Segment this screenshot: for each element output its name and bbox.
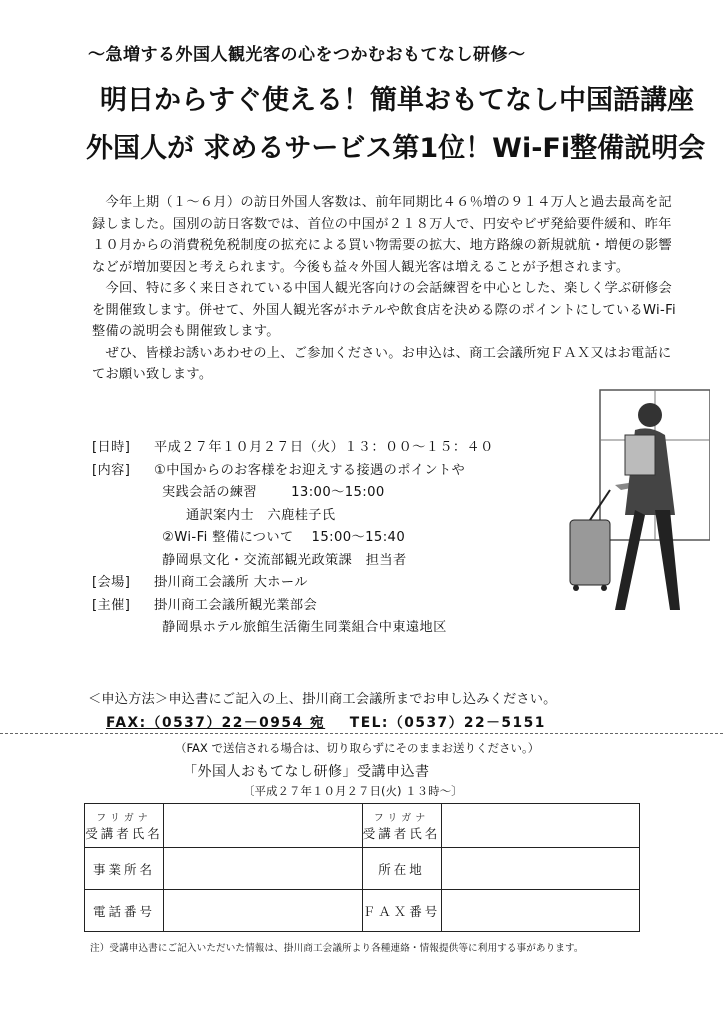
content-item-1-line-1: ①中国からのお客様をお迎えする接遇のポイントや [154,462,466,478]
content-item-2-speaker: 静岡県文化・交流部観光政策課 担当者 [162,552,407,568]
kana-label-1: フリガナ [96,813,152,824]
title-line-2: 外国人が 求めるサービス第1位！Wi-Fi整備説明会 [86,133,706,164]
venue-value: 掛川商工会議所 大ホール [154,575,308,590]
company-label: 事業所名 [85,848,164,890]
paragraph-3: ぜひ、皆様お誘いあわせの上、ご参加ください。お申込は、商工会議所宛ＦＡＸ又はお電話にてお願い致します。 [92,345,672,382]
application-method: ＜申込方法＞申込書にご記入の上、掛川商工会議所までお申し込みください。 [88,692,557,707]
traveler-illustration [540,380,710,640]
address-input[interactable] [441,848,640,890]
cut-line [0,733,723,734]
application-form [84,803,640,932]
host-value-1: 掛川商工会議所観光業部会 [154,597,318,613]
name-label-2: 受講者氏名 [362,826,441,841]
name-input-2[interactable] [441,804,640,848]
name-label-cell-2 [362,804,441,848]
fax-note: （FAX で送信される場合は、切り取らずにそのままお送りください。） [175,741,540,755]
fax-label: ＦＡＸ番号 [362,890,441,932]
subtitle: ～急増する外国人観光客の心をつかむおもてなし研修～ [88,45,526,65]
content-label: [内容] [92,462,131,478]
paragraph-2: 今回、特に多く来日されている中国人観光客向けの会話練習を中心とした、楽しく学ぶ研修会を開催致します。併せて、外国人観光客がホテルや飲食店を決める際のポイントにしているWi-Fi整備の説明会も開催致します。 [92,281,676,339]
content-item-2-time: 15:00～15:40 [311,530,406,545]
title-line-1: 明日からすぐ使える！簡単おもてなし中国語講座 [100,85,694,116]
contact-line [106,711,546,731]
kana-label-2: フリガナ [373,813,430,824]
content-item-2: ②Wi-Fi 整備について [162,530,294,545]
name-label-cell-1 [85,804,164,848]
form-title: 「外国人おもてなし研修」受講申込書 [183,764,430,780]
date-value: 平成２７年１０月２７日（火）１３：００～１５：４０ [154,440,494,455]
venue-label: [会場] [92,575,131,590]
phone-label: 電話番号 [85,890,164,932]
name-input-1[interactable] [164,804,363,848]
company-input[interactable] [164,848,363,890]
date-label: [日時] [92,440,131,455]
content-item-1-speaker: 通訳案内士 六鹿桂子氏 [186,507,336,523]
fax-number: FAX:（0537）22－0954 宛 [106,715,326,731]
address-label: 所在地 [362,848,441,890]
host-value-2: 静岡県ホテル旅館生活衛生同業組合中東遠地区 [162,620,447,635]
intro-text [92,192,682,386]
phone-input[interactable] [164,890,363,932]
form-date: 〔平成２７年１０月２７日(火) １３時～〕 [243,784,463,798]
footer-note: 注）受講申込書にご記入いただいた情報は、掛川商工会議所より各種連絡・情報提供等に利用する事があります。 [90,943,584,954]
paragraph-1: 今年上期（１～６月）の訪日外国人客数は、前年同期比４６％増の９１４万人と過去最高を記録しました。国別の訪日客数では、首位の中国が２１８万人で、円安やビザ発給要件緩和、昨年１０月からの消費税免税制度の拡充による買い物需要の拡大、地方路線の新規就航・増便の影響などが増加要因と考えられます。今後も益々外国人観光客は増えることが予想されます。 [92,195,672,275]
event-details [92,437,494,640]
name-label-1: 受講者氏名 [85,826,163,841]
fax-input[interactable] [441,890,640,932]
content-item-1-line-2: 実践会話の練習 [162,485,258,500]
tel-number: TEL:（0537）22－5151 [349,715,546,731]
content-item-1-time: 13:00～15:00 [291,485,385,500]
host-label: [主催] [92,597,131,613]
